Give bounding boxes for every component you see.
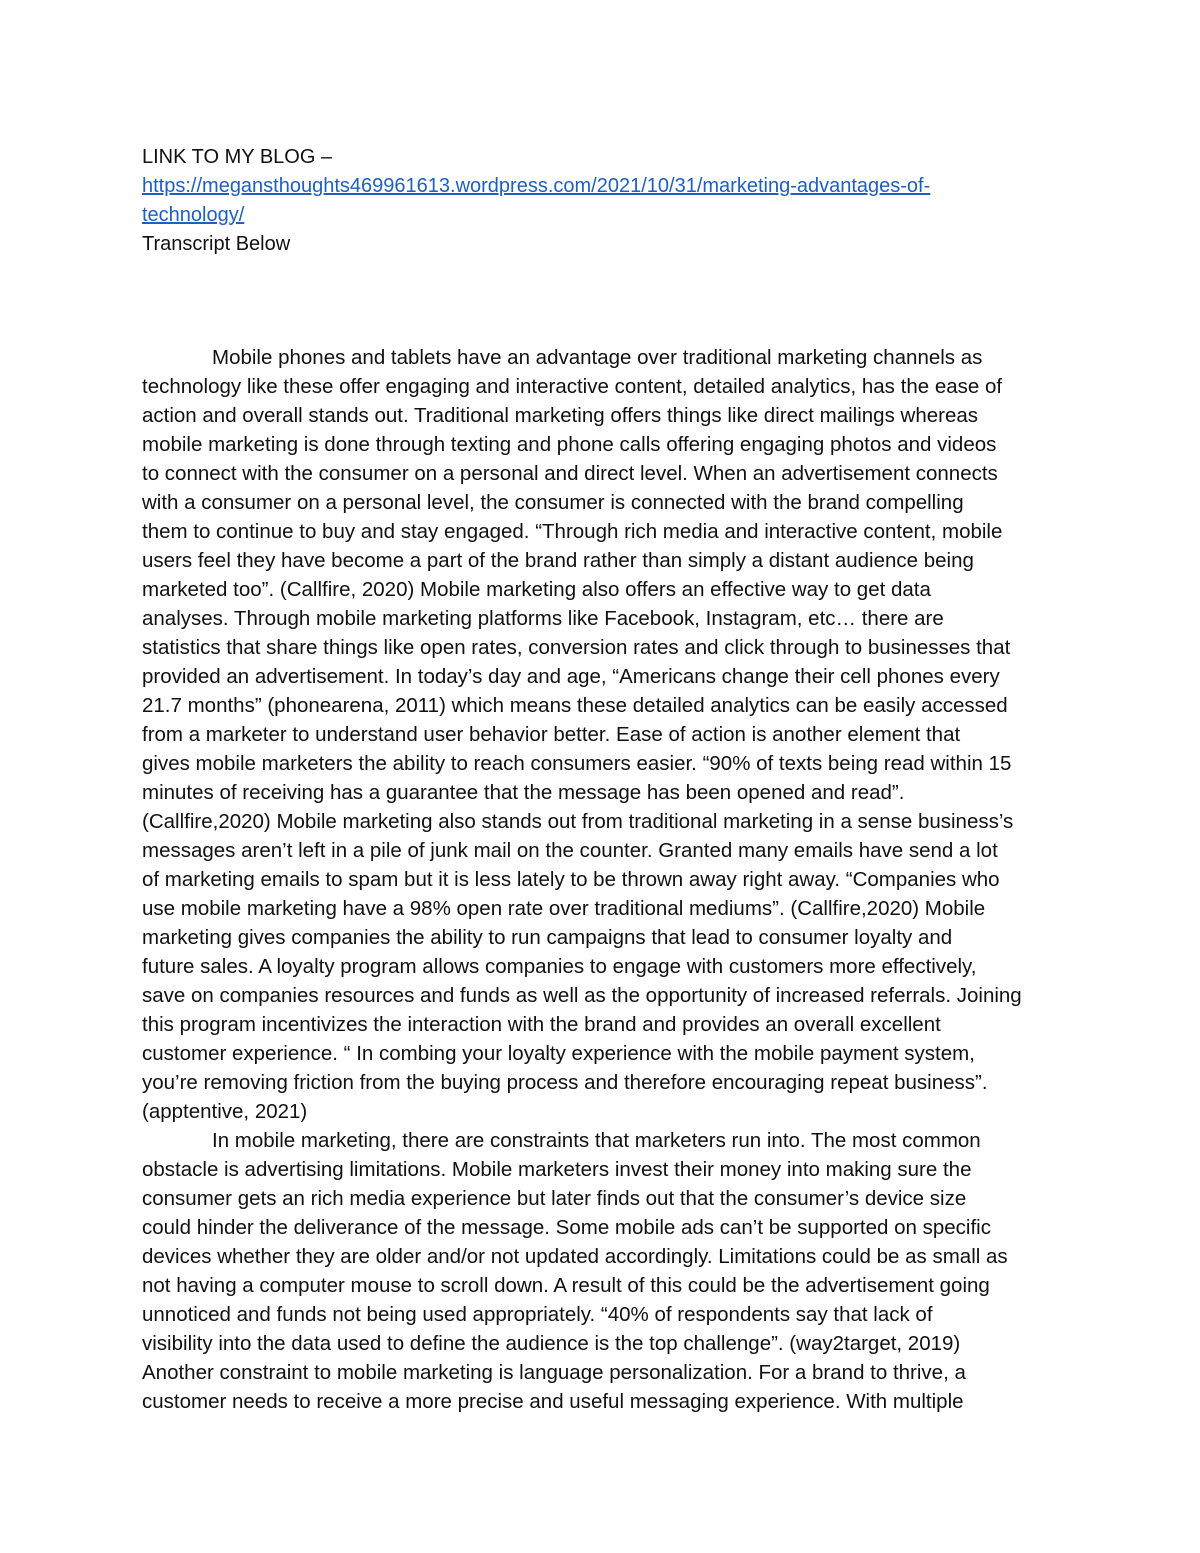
paragraph-1-line: customer experience. “ In combing your loyalty experience with the mobile payment system,: [142, 1042, 975, 1065]
paragraph-1-line: future sales. A loyalty program allows companies to engage with customers more effectively,: [142, 955, 977, 978]
paragraph-1-line: action and overall stands out. Traditional marketing offers things like direct mailings whereas: [142, 404, 978, 427]
paragraph-1-line: (Callfire,2020) Mobile marketing also stands out from traditional marketing in a sense business’s: [142, 810, 1014, 833]
paragraph-1-line: (apptentive, 2021): [142, 1100, 308, 1123]
paragraph-1-line: marketed too”. (Callfire, 2020) Mobile marketing also offers an effective way to get data: [142, 578, 931, 601]
paragraph-1-line: this program incentivizes the interaction with the brand and provides an overall excellent: [142, 1013, 941, 1036]
paragraph-2-line: customer needs to receive a more precise and useful messaging experience. With multiple: [142, 1390, 964, 1413]
paragraph-1-line: mobile marketing is done through texting and phone calls offering engaging photos and videos: [142, 433, 997, 456]
paragraph-1-line: minutes of receiving has a guarantee that the message has been opened and read”.: [142, 781, 905, 804]
paragraph-1-line: use mobile marketing have a 98% open rate over traditional mediums”. (Callfire,2020) Mobile: [142, 897, 986, 920]
paragraph-1-line: marketing gives companies the ability to run campaigns that lead to consumer loyalty and: [142, 926, 953, 949]
paragraph-2-line: devices whether they are older and/or not updated accordingly. Limitations could be as small as: [142, 1245, 1008, 1268]
paragraph-1-line: with a consumer on a personal level, the consumer is connected with the brand compelling: [142, 491, 964, 514]
transcript-body: [142, 343, 1058, 1416]
paragraph-2-line: obstacle is advertising limitations. Mobile marketers invest their money into making sure the: [142, 1158, 972, 1181]
paragraph-2-line: consumer gets an rich media experience but later finds out that the consumer’s device size: [142, 1187, 967, 1210]
paragraph-1-line: provided an advertisement. In today’s day and age, “Americans change their cell phones every: [142, 665, 1000, 688]
transcript-label: Transcript Below: [142, 233, 291, 255]
paragraph-1-line: to connect with the consumer on a personal and direct level. When an advertisement connects: [142, 462, 998, 485]
paragraph-1-line: Mobile phones and tablets have an advantage over traditional marketing channels as: [212, 346, 983, 369]
paragraph-1-line: them to continue to buy and stay engaged. “Through rich media and interactive content, mobile: [142, 520, 1003, 543]
paragraph-1-line: save on companies resources and funds as well as the opportunity of increased referrals. Joining: [142, 984, 1022, 1007]
paragraph-1-line: gives mobile marketers the ability to reach consumers easier. “90% of texts being read within 15: [142, 752, 1012, 775]
paragraph-1-line: statistics that share things like open rates, conversion rates and click through to businesses that: [142, 636, 1011, 659]
paragraph-2-line: unnoticed and funds not being used appropriately. “40% of respondents say that lack of: [142, 1303, 933, 1326]
blog-link-heading: LINK TO MY BLOG –: [142, 146, 333, 168]
paragraph-2-line: visibility into the data used to define the audience is the top challenge”. (way2target, 2019): [142, 1332, 961, 1355]
blog-link-url-line-2[interactable]: technology/: [142, 204, 245, 226]
paragraph-1-line: of marketing emails to spam but it is less lately to be thrown away right away. “Companies who: [142, 868, 1000, 891]
paragraph-2-line: not having a computer mouse to scroll down. A result of this could be the advertisement going: [142, 1274, 990, 1297]
paragraph-2-line: Another constraint to mobile marketing is language personalization. For a brand to thrive, a: [142, 1361, 966, 1384]
document-header: [142, 143, 1072, 259]
blog-link-url-line-1[interactable]: https://megansthoughts469961613.wordpress.com/2021/10/31/marketing-advantages-of-: [142, 175, 931, 197]
paragraph-2-line: In mobile marketing, there are constraints that marketers run into. The most common: [212, 1129, 981, 1152]
paragraph-1-line: you’re removing friction from the buying process and therefore encouraging repeat business”.: [142, 1071, 988, 1094]
paragraph-2-line: could hinder the deliverance of the message. Some mobile ads can’t be supported on specific: [142, 1216, 991, 1239]
paragraph-1-line: users feel they have become a part of the brand rather than simply a distant audience being: [142, 549, 974, 572]
paragraph-1-line: analyses. Through mobile marketing platforms like Facebook, Instagram, etc… there are: [142, 607, 944, 630]
paragraph-1-line: from a marketer to understand user behavior better. Ease of action is another element that: [142, 723, 961, 746]
paragraph-1-line: messages aren’t left in a pile of junk mail on the counter. Granted many emails have send a lot: [142, 839, 998, 862]
paragraph-1-line: technology like these offer engaging and interactive content, detailed analytics, has the ease of: [142, 375, 1003, 398]
paragraph-1-line: 21.7 months” (phonearena, 2011) which means these detailed analytics can be easily accessed: [142, 694, 1008, 717]
